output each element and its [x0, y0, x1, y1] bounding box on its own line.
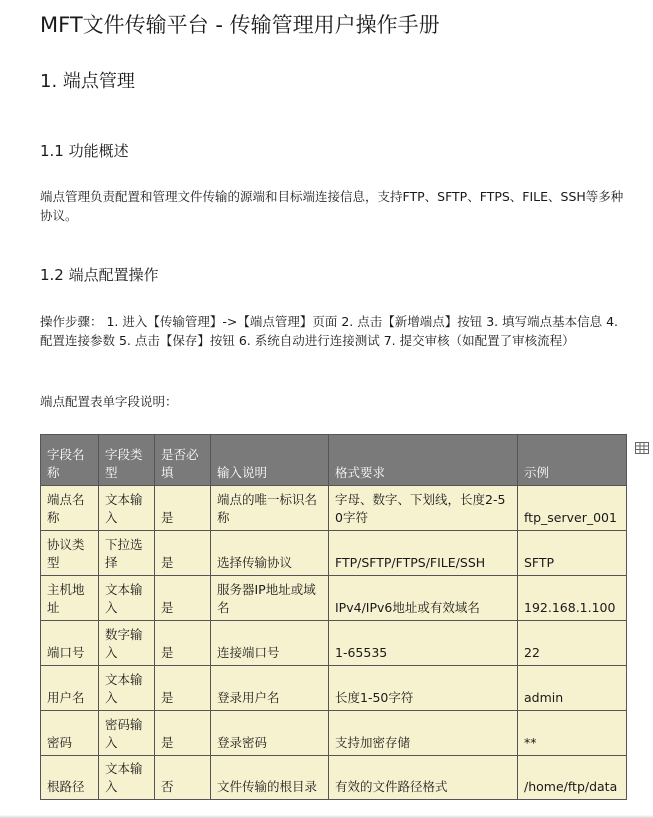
table-caption: 端点配置表单字段说明： [40, 394, 178, 409]
table-cell: IPv4/IPv6地址或有效域名 [329, 576, 518, 621]
table-row [41, 711, 627, 756]
table-cell: 文本输入 [99, 756, 155, 800]
overview-paragraph: 端点管理负责配置和管理文件传输的源端和目标端连接信息，支持FTP、SFTP、FTPS、FILE、SSH等多种协议。 [40, 189, 624, 223]
table-cell: 主机地址 [41, 576, 99, 621]
table-header-row [41, 435, 627, 486]
table-cell: 下拉选择 [99, 531, 155, 576]
table-cell: 文本输入 [99, 486, 155, 531]
table-cell: 端口号 [41, 621, 99, 666]
table-cell: 密码 [41, 711, 99, 756]
table-cell: 支持加密存储 [329, 711, 518, 756]
document-title: MFT文件传输平台 - 传输管理用户操作手册 [40, 13, 440, 37]
table-cell: 数字输入 [99, 621, 155, 666]
table-row [41, 576, 627, 621]
table-header-cell: 字段名称 [41, 435, 99, 486]
table-cell: /home/ftp/data [518, 756, 627, 800]
table-header-cell: 示例 [518, 435, 627, 486]
table-cell: FTP/SFTP/FTPS/FILE/SSH [329, 531, 518, 576]
table-cell: 长度1-50字符 [329, 666, 518, 711]
subsection-heading-overview: 1.1 功能概述 [40, 142, 129, 160]
table-header-cell: 格式要求 [329, 435, 518, 486]
table-cell: SFTP [518, 531, 627, 576]
table-cell: 是 [155, 666, 211, 711]
table-cell: 192.168.1.100 [518, 576, 627, 621]
table-cell: 文本输入 [99, 666, 155, 711]
table-cell: 端点的唯一标识名称 [211, 486, 329, 531]
table-cell: admin [518, 666, 627, 711]
table-grid-icon[interactable] [634, 440, 650, 456]
steps-paragraph: 操作步骤： 1. 进入【传输管理】->【端点管理】页面 2. 点击【新增端点】按钮 3. 填写端点基本信息 4. 配置连接参数 5. 点击【保存】按钮 6. 系统自动进行连接测试 7. 提交审核（如配置了审核流程） [40, 314, 619, 348]
table-cell: 选择传输协议 [211, 531, 329, 576]
table-cell: 文本输入 [99, 576, 155, 621]
table-cell: 1-65535 [329, 621, 518, 666]
table-cell: 是 [155, 576, 211, 621]
table-cell: 否 [155, 756, 211, 800]
table-cell: 登录用户名 [211, 666, 329, 711]
table-cell: 连接端口号 [211, 621, 329, 666]
table-cell: 22 [518, 621, 627, 666]
table-row [41, 486, 627, 531]
section-heading-endpoint-management: 1. 端点管理 [40, 71, 135, 92]
table-cell: 有效的文件路径格式 [329, 756, 518, 800]
table-cell: 是 [155, 486, 211, 531]
table-cell: 密码输入 [99, 711, 155, 756]
table-cell: 登录密码 [211, 711, 329, 756]
table-cell: ftp_server_001 [518, 486, 627, 531]
table-cell: 端点名称 [41, 486, 99, 531]
table-cell: 文件传输的根目录 [211, 756, 329, 800]
table-header-cell: 输入说明 [211, 435, 329, 486]
table-cell: 用户名 [41, 666, 99, 711]
table-header-cell: 字段类型 [99, 435, 155, 486]
table-cell: 服务器IP地址或域名 [211, 576, 329, 621]
table-cell: 是 [155, 621, 211, 666]
field-spec-table [40, 434, 627, 800]
table-cell: 根路径 [41, 756, 99, 800]
table-header-cell: 是否必填 [155, 435, 211, 486]
table-row [41, 531, 627, 576]
table-cell: 字母、数字、下划线，长度2-50字符 [329, 486, 518, 531]
table-cell: ** [518, 711, 627, 756]
subsection-heading-config-operation: 1.2 端点配置操作 [40, 266, 159, 284]
table-cell: 是 [155, 711, 211, 756]
table-cell: 是 [155, 531, 211, 576]
table-cell: 协议类型 [41, 531, 99, 576]
table-row [41, 621, 627, 666]
table-row [41, 756, 627, 800]
table-row [41, 666, 627, 711]
